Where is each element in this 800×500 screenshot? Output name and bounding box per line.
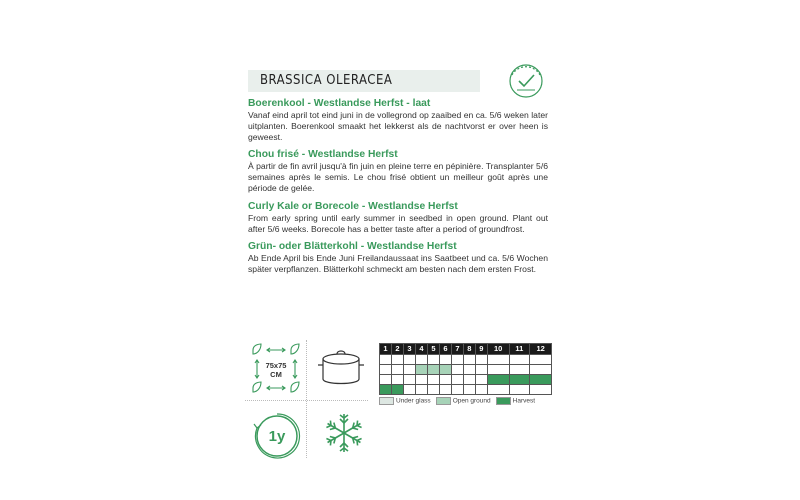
section-french [248, 149, 548, 193]
calendar-cell-none [427, 385, 439, 395]
month-header: 2 [391, 344, 403, 355]
section-title: Chou frisé - Westlandse Herfst [248, 149, 398, 161]
calendar-cell-none [427, 375, 439, 385]
calendar-cell-none [451, 365, 463, 375]
calendar-cell-none [403, 385, 415, 395]
calendar-cell-none [380, 365, 392, 375]
legend-swatch [379, 397, 394, 405]
latin-name-header [248, 70, 480, 92]
quality-check-icon [507, 62, 545, 100]
calendar-cell-none [463, 355, 475, 365]
section-title: Boerenkool - Westlandse Herfst - laat [248, 98, 431, 109]
month-header: 5 [427, 344, 439, 355]
latin-name: BRASSICA OLERACEA [260, 73, 393, 88]
spacing-value: 75x75 [265, 361, 287, 370]
calendar-cell-harvest [487, 375, 509, 385]
calendar-cell-none [439, 355, 451, 365]
month-header: 12 [530, 344, 552, 355]
section-english [248, 201, 548, 235]
icon-divider-vertical [306, 340, 308, 458]
calendar-cell-none [380, 375, 392, 385]
month-header: 8 [463, 344, 475, 355]
spacing-icon [247, 340, 305, 398]
legend-item [379, 397, 431, 405]
calendar-row [380, 355, 552, 365]
calendar-row [380, 375, 552, 385]
month-header: 4 [415, 344, 427, 355]
seed-packet-back [245, 0, 555, 500]
calendar-cell-none [530, 365, 552, 375]
month-header: 6 [439, 344, 451, 355]
calendar-cell-none [451, 355, 463, 365]
calendar-cell-none [451, 375, 463, 385]
calendar-cell-none [391, 365, 403, 375]
calendar-cell-harvest [391, 385, 403, 395]
calendar-cell-none [380, 355, 392, 365]
calendar-cell-none [391, 355, 403, 365]
icon-divider-horizontal [245, 400, 368, 402]
calendar-cell-none [487, 385, 509, 395]
legend-item [496, 397, 535, 405]
calendar-cell-none [530, 355, 552, 365]
calendar-cell-none [475, 385, 487, 395]
month-header: 10 [487, 344, 509, 355]
section-text: À partir de fin avril jusqu'à fin juin en pleine terre en pépinière. Transplanter 5/6 semaines après le semis. Le chou frisé obtient un meilleur goût après une période de gelée. [248, 161, 548, 193]
calendar-cell-none [509, 355, 530, 365]
calendar-cell-harvest [509, 375, 530, 385]
calendar-cell-none [391, 375, 403, 385]
calendar-month-row [380, 344, 552, 355]
calendar-cell-none [403, 365, 415, 375]
description-sections [248, 98, 548, 282]
calendar-cell-none [463, 375, 475, 385]
calendar-row [380, 385, 552, 395]
calendar-cell-harvest [530, 375, 552, 385]
legend-label: Open ground [452, 397, 491, 405]
legend-label: Under glass [396, 397, 431, 405]
calendar-cell-none [475, 365, 487, 375]
calendar-cell-none [530, 385, 552, 395]
annual-cycle-icon [249, 408, 305, 464]
calendar-cell-none [439, 385, 451, 395]
calendar-cell-none [509, 385, 530, 395]
calendar-cell-none [403, 375, 415, 385]
calendar-cell-none [403, 355, 415, 365]
calendar-legend [379, 397, 555, 405]
month-header: 7 [451, 344, 463, 355]
section-german [248, 241, 548, 275]
lifecycle-label: 1y [268, 428, 286, 445]
cooking-pot-icon [313, 343, 369, 395]
section-dutch [248, 98, 548, 142]
month-header: 3 [403, 344, 415, 355]
legend-item [436, 397, 491, 405]
calendar-cell-none [415, 375, 427, 385]
calendar-cell-none [509, 365, 530, 375]
calendar-cell-open [439, 365, 451, 375]
section-title: Curly Kale or Borecole - Westlandse Herfst [248, 200, 458, 212]
calendar-row [380, 365, 552, 375]
section-text: From early spring until early summer in seedbed in open ground. Plant out after 5/6 weeks. Borecole has a better taste after a period of groundfrost. [248, 212, 548, 234]
calendar-cell-none [487, 365, 509, 375]
section-text: Vanaf eind april tot eind juni in de vollegrond op zaaibed en ca. 5/6 weken later uitplanten. Boerenkool smaakt het lekkerst als de nachtvorst er over heen is geweest. [248, 110, 548, 142]
section-title: Grün- oder Blätterkohl - Westlandse Herfst [248, 241, 457, 253]
calendar-cell-none [439, 375, 451, 385]
calendar-cell-none [463, 365, 475, 375]
month-header: 9 [475, 344, 487, 355]
calendar-cell-open [415, 365, 427, 375]
frost-hardy-snowflake-icon [321, 410, 367, 456]
month-header: 1 [380, 344, 392, 355]
month-header: 11 [509, 344, 530, 355]
calendar-cell-none [415, 355, 427, 365]
legend-swatch [436, 397, 451, 405]
spacing-unit: CM [270, 370, 282, 379]
section-text: Ab Ende April bis Ende Juni Freilandaussaat ins Saatbeet und ca. 5/6 Wochen später verpflanzen. Blätterkohl schmeckt am besten nach dem ersten Frost. [248, 253, 548, 275]
calendar-cell-none [427, 355, 439, 365]
calendar-cell-none [463, 385, 475, 395]
calendar-cell-open [427, 365, 439, 375]
calendar-cell-none [451, 385, 463, 395]
calendar-cell-none [415, 385, 427, 395]
sowing-calendar [379, 343, 555, 405]
legend-swatch [496, 397, 511, 405]
calendar-cell-none [475, 355, 487, 365]
sowing-calendar-table [379, 343, 552, 395]
calendar-cell-harvest [380, 385, 392, 395]
legend-label: Harvest [512, 397, 536, 405]
calendar-cell-none [475, 375, 487, 385]
calendar-cell-none [487, 355, 509, 365]
